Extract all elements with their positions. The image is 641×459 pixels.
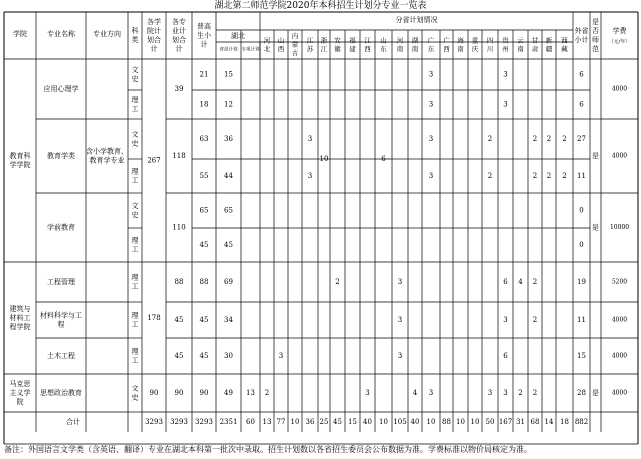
row-category: 理 [131,311,139,320]
header-province-5: 徽 [334,44,341,53]
row-hubei-regular: 34 [224,316,233,324]
header-province-16: 贵 [502,36,509,45]
totals-province-19: 14 [544,418,554,426]
header-gaokao: 生小 [197,31,211,40]
row-province-19: 2 [546,135,552,143]
header-province-1: 西 [277,44,285,53]
college-name: 程学院 [9,323,31,331]
shandong-merged-value: 6 [381,155,386,163]
tuition-value: 5200 [611,278,628,286]
row-other-provinces: 28 [577,389,586,397]
header-province-2: 蒙 [291,40,299,49]
college-name: 主义学 [9,389,31,397]
major-total: 110 [172,223,186,232]
header-province-4: 浙 [320,36,328,45]
row-province-16: 3 [503,100,508,109]
row-other-provinces: 11 [577,172,586,180]
header-province-14: 庆 [471,44,479,53]
row-category: 史 [131,139,139,148]
college-name: 教育科 [9,152,31,160]
major-direction: 教育学专业 [89,156,125,165]
header-normal-school: 师 [592,36,599,44]
row-category: 理 [131,236,139,245]
row-other-provinces: 0 [579,241,584,249]
header-gaokao: 计 [200,40,208,49]
header-college-total: 计 [150,45,158,53]
header-province-10: 南 [411,44,419,53]
totals-province-8: 10 [379,418,388,426]
college-total: 178 [147,314,161,322]
header-province-3: 江 [306,36,314,45]
header-province-8: 山 [380,36,387,45]
row-province-15: 2 [487,172,493,180]
row-province-18: 2 [532,172,538,180]
totals-label: 合计 [66,418,80,426]
header-province-17: 云 [517,36,524,45]
major-name: 工程管理 [47,278,75,286]
major-name: 思想政治教育 [40,389,82,397]
totals-province-7: 40 [363,418,372,426]
row-province-15: 2 [487,135,493,143]
college-name: 马克思 [9,380,31,388]
header-college: 学院 [13,30,27,38]
major-name: 学前教育 [47,223,75,232]
row-gaokao: 88 [199,278,209,286]
row-hubei-regular: 49 [224,389,233,397]
totals-province-9: 105 [393,418,407,426]
header-gaokao: 普高 [197,22,211,31]
row-province-9: 3 [397,278,403,286]
header-province-11: 东 [427,44,435,53]
row-province-0: 2 [264,389,270,397]
row-province-17: 2 [518,389,523,397]
header-province-2: 古 [291,49,299,57]
major-total: 39 [174,85,184,93]
major-name: 材料科学与工 [40,311,82,320]
totals-province-5: 45 [333,418,342,426]
normal-school-flag: 是 [592,152,599,160]
row-province-9: 3 [397,316,403,324]
row-province-11: 3 [428,70,434,79]
row-hubei-regular: 69 [224,278,233,286]
college-total: 90 [149,389,159,397]
row-hubei-regular: 45 [224,241,233,249]
row-province-7: 3 [365,389,370,397]
normal-school-flag: 是 [592,389,599,397]
tuition-value: 4000 [611,85,628,93]
header-province-15: 四 [486,36,494,45]
row-category: 理 [131,347,139,356]
totals-province-16: 167 [498,418,513,426]
totals-gaokao: 3293 [195,418,213,426]
header-province-19: 疆 [545,44,553,53]
row-province-3: 3 [307,135,313,143]
header-province-16: 州 [502,44,509,53]
header-province-2: 内 [291,32,299,40]
college-name: 建筑与 [9,305,31,313]
header-province-12: 西 [443,44,450,53]
row-gaokao: 45 [199,241,209,249]
header-province-3: 苏 [306,44,314,53]
header-province-0: 北 [263,44,271,53]
header-province-6: 建 [349,44,356,53]
row-gaokao: 45 [199,352,209,360]
major-total: 45 [174,316,184,324]
header-province-13: 海 [457,36,464,45]
tuition-value: 10000 [609,224,630,231]
header-province-20: 藏 [561,44,568,53]
row-category: 理 [131,273,139,282]
tuition-value: 4000 [611,316,628,324]
header-hubei-regular: 普高计划 [219,47,238,53]
footnote: 备注：外国语言文学类（含英语、翻译）专业在湖北本科第一批次中录取。招生计划数以各省招生委员会公布数据为准。学费标准以物价局核定为准。 [4,445,532,454]
row-category: 工 [131,356,139,365]
header-college-total: 划合 [147,36,161,44]
row-province-18: 2 [532,316,538,324]
college-name: 材料工 [9,314,31,322]
header-college-total: 各学 [147,18,161,26]
row-other-provinces: 0 [579,206,584,215]
totals-college: 3293 [145,418,163,426]
header-major: 专业名称 [47,30,75,38]
major-name: 教育学类 [47,152,75,160]
college-total: 267 [147,156,161,165]
header-province-11: 广 [427,36,435,45]
zhejiang-merged-value: 10 [319,155,329,163]
major-total: 45 [174,352,184,360]
tuition-value: 4000 [611,389,628,397]
header-province-4: 江 [320,44,328,53]
row-province-11: 3 [428,100,434,109]
header-category: 类 [131,36,139,44]
row-category: 文 [131,384,139,393]
row-other-provinces: 15 [577,352,586,360]
totals-province-13: 10 [456,418,465,426]
college-name: 院 [16,398,24,406]
header-provinces: 分省计划情况 [395,16,438,24]
totals-hubei-special: 60 [246,418,255,426]
header-province-9: 河 [396,36,404,45]
header-province-18: 肃 [531,44,539,53]
header-province-6: 福 [349,36,356,45]
row-gaokao: 21 [199,70,209,79]
header-major-total: 划合 [172,36,186,44]
row-province-16: 6 [503,278,508,286]
row-province-16: 3 [503,70,508,79]
row-gaokao: 90 [199,389,209,397]
header-other-provinces: 外省 [574,27,589,35]
header-province-19: 新 [545,36,553,45]
row-hubei-regular: 65 [224,206,233,215]
header-hubei: 湖北 [231,32,245,40]
header-province-15: 川 [486,44,494,53]
header-hubei-special: 专项计划 [241,47,260,53]
row-gaokao: 18 [199,100,209,109]
major-name: 程 [57,320,65,329]
header-province-14: 重 [471,36,479,45]
header-category: 科 [131,27,139,35]
row-hubei-regular: 12 [224,100,233,109]
row-province-1: 3 [278,352,284,360]
header-province-0: 河 [263,36,271,45]
row-category: 工 [131,282,139,291]
major-name: 土木工程 [47,352,75,360]
totals-major: 3293 [170,418,188,426]
totals-province-20: 18 [560,418,569,426]
header-direction: 专业方向 [93,30,121,38]
totals-other-provinces: 882 [574,418,589,426]
totals-province-10: 40 [410,418,420,426]
row-gaokao: 45 [199,316,209,324]
major-total: 118 [172,152,186,160]
header-province-7: 江 [364,36,371,45]
row-category: 工 [131,245,139,254]
major-direction: 含小学教育、 [86,147,128,156]
header-tuition-unit: （元/年） [608,39,631,45]
header-province-12: 广 [443,36,450,45]
header-normal-school: 范 [592,45,599,53]
row-category: 史 [131,75,139,83]
row-gaokao: 63 [199,135,209,143]
header-province-8: 东 [380,44,387,53]
row-province-20: 2 [562,135,567,143]
header-major-total: 各专 [172,18,186,26]
row-hubei-regular: 30 [224,352,233,360]
page-title: 湖北第二师范学院2020年本科招生计划分专业一览表 [214,1,427,11]
totals-province-11: 10 [426,418,436,426]
header-province-18: 甘 [531,36,539,45]
major-total: 90 [174,389,184,397]
row-category: 文 [131,202,139,210]
header-major-total: 业计 [172,27,186,35]
row-province-11: 3 [428,135,434,143]
row-province-5: 2 [335,278,340,286]
row-gaokao: 65 [199,206,209,215]
row-category: 史 [131,393,139,402]
row-province-18: 2 [532,135,538,143]
row-province-20: 2 [562,172,567,180]
major-name: 应用心理学 [43,85,79,93]
header-province-20: 西 [561,36,568,45]
tuition-value: 4000 [611,352,628,360]
header-normal-school: 否 [592,27,599,35]
totals-province-12: 88 [442,418,451,426]
header-province-1: 山 [277,36,285,45]
major-total: 88 [174,278,184,286]
college-name: 学学院 [9,161,31,169]
row-category: 理 [131,96,139,104]
totals-province-4: 25 [319,418,329,426]
row-other-provinces: 11 [577,316,586,324]
row-other-provinces: 6 [579,100,584,109]
header-province-10: 湖 [411,36,419,45]
totals-hubei-regular: 2351 [219,418,238,426]
totals-province-18: 68 [530,418,540,426]
row-category: 工 [131,105,139,113]
row-other-provinces: 27 [577,135,586,143]
header-province-13: 南 [457,44,464,53]
header-other-provinces: 小计 [574,36,589,44]
totals-province-6: 15 [348,418,357,426]
header-province-5: 安 [334,36,341,45]
row-hubei-regular: 15 [224,70,233,79]
row-province-17: 4 [518,278,523,286]
row-province-16: 3 [503,389,508,397]
totals-province-1: 77 [276,418,286,426]
row-province-3: 3 [307,172,313,180]
totals-province-17: 31 [516,418,525,426]
row-category: 理 [131,167,139,176]
tuition-value: 4000 [611,152,628,160]
row-province-16: 3 [503,316,508,324]
row-province-18: 2 [532,389,538,397]
header-major-total: 计 [175,45,183,53]
row-province-11: 3 [428,172,434,180]
row-category: 工 [131,320,139,329]
row-province-11: 3 [428,389,434,397]
row-gaokao: 55 [199,172,209,180]
totals-province-3: 36 [305,418,315,426]
row-province-10: 4 [412,389,418,397]
header-college-total: 院计 [147,27,161,35]
row-hubei-regular: 44 [224,172,233,180]
row-province-15: 3 [487,389,493,397]
row-other-provinces: 6 [579,70,584,79]
row-province-19: 2 [546,172,552,180]
row-category: 文 [131,66,139,74]
row-category: 文 [131,130,139,139]
row-hubei-regular: 36 [224,135,233,143]
row-other-provinces: 19 [577,278,586,286]
header-tuition: 学费 [612,27,627,35]
row-category: 工 [131,176,139,185]
row-province-9: 3 [397,352,403,360]
totals-province-14: 10 [470,418,480,426]
totals-province-2: 10 [290,418,300,426]
row-province-16: 6 [503,352,508,360]
row-category: 史 [131,211,139,219]
row-hubei-special: 13 [246,389,255,397]
normal-school-flag: 是 [592,223,599,232]
totals-province-15: 50 [485,418,495,426]
row-province-18: 2 [532,278,538,286]
header-province-17: 南 [517,44,524,53]
header-normal-school: 是 [592,18,599,26]
header-province-9: 南 [396,44,404,53]
header-province-7: 西 [364,44,371,53]
totals-province-0: 13 [262,418,272,426]
